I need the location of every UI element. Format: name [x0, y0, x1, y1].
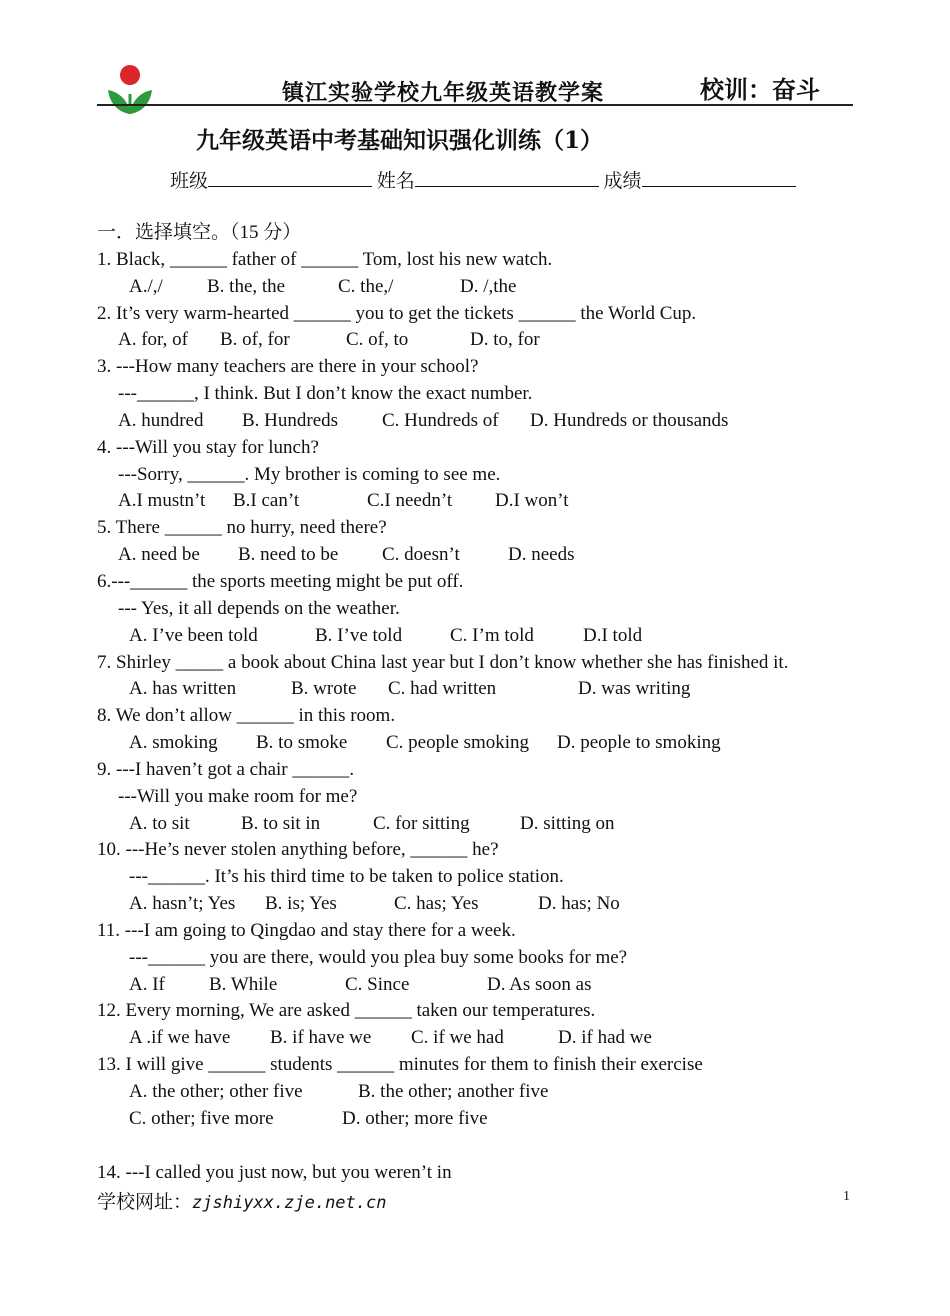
- question-text: 7. Shirley _____ a book about China last year but I don’t know whether she has finished it.: [97, 651, 789, 673]
- question-text: ---______. It’s his third time to be taken to police station.: [129, 866, 564, 888]
- answer-option: C. people smoking: [386, 732, 530, 754]
- answer-option: D. /,the: [460, 275, 517, 297]
- question-text-line: [97, 650, 867, 677]
- page-number: 1: [843, 1189, 850, 1204]
- answer-option: C. the,/: [338, 275, 394, 297]
- answer-option: B. Hundreds: [242, 409, 339, 431]
- school-motto: 校训：奋斗: [700, 76, 820, 104]
- answer-option: C. had written: [388, 678, 497, 700]
- student-info-line: [170, 166, 796, 193]
- question-text: ---______ you are there, would you plea buy some books for me?: [129, 946, 628, 968]
- section-heading: 一．选择填空。（15 分）: [97, 222, 302, 243]
- answer-option: A. to sit: [129, 812, 190, 834]
- question-text: 8. We don’t allow ______ in this room.: [97, 705, 396, 727]
- answer-options-line: [97, 730, 867, 757]
- question-text-line: [97, 837, 867, 864]
- class-blank: [208, 168, 372, 187]
- answer-option: D. was writing: [578, 678, 691, 700]
- answer-options-line: [97, 1106, 867, 1133]
- question-text: --- Yes, it all depends on the weather.: [118, 597, 400, 619]
- question-text-line: [97, 998, 867, 1025]
- question-lines: [97, 247, 867, 1187]
- question-text-line: [97, 1052, 867, 1079]
- answer-option: B. the, the: [207, 275, 286, 297]
- answer-option: C. Since: [345, 973, 410, 995]
- answer-option: A. the other; other five: [129, 1081, 303, 1102]
- name-label: 姓名: [376, 171, 415, 192]
- answer-option: B. to sit in: [241, 812, 321, 834]
- answer-option: A. hundred: [118, 409, 204, 431]
- question-text-line: [97, 515, 867, 542]
- answer-option: D. to, for: [470, 329, 540, 351]
- header-divider: [97, 104, 853, 106]
- answer-options-line: [97, 488, 867, 515]
- answer-option: C. if we had: [411, 1027, 504, 1049]
- answer-option: B. I’ve told: [315, 624, 403, 646]
- answer-option: D. has; No: [538, 893, 620, 915]
- question-text: 6.---______ the sports meeting might be put off.: [97, 570, 464, 592]
- answer-option: D. As soon as: [487, 973, 592, 995]
- question-text-line: [97, 864, 867, 891]
- question-text-line: [97, 435, 867, 462]
- question-text-line: [97, 757, 867, 784]
- document-title: 九年级英语中考基础知识强化训练（1）: [196, 127, 604, 154]
- class-label: 班级: [170, 171, 209, 192]
- question-text: 4. ---Will you stay for lunch?: [97, 436, 319, 458]
- answer-option: A. If: [129, 973, 165, 995]
- answer-options-line: [97, 327, 867, 354]
- answer-option: C.I needn’t: [367, 490, 453, 512]
- website-url: zjshiyxx.zje.net.cn: [192, 1193, 387, 1213]
- question-text-line: [97, 784, 867, 811]
- answer-option: D. if had we: [558, 1027, 652, 1049]
- answer-option: B.I can’t: [233, 490, 300, 512]
- answer-option: B. the other; another five: [358, 1081, 549, 1102]
- question-list: [97, 220, 867, 1186]
- answer-option: B. While: [209, 973, 278, 995]
- question-text: 2. It’s very warm-hearted ______ you to get the tickets ______ the World Cup.: [97, 302, 697, 324]
- question-text: 13. I will give ______ students ______ minutes for them to finish their exercise: [97, 1054, 703, 1076]
- question-text-line: [97, 703, 867, 730]
- question-text: 3. ---How many teachers are there in your school?: [97, 356, 479, 378]
- answer-options-line: [97, 676, 867, 703]
- answer-option: D. needs: [508, 544, 575, 566]
- question-text: 14. ---I called you just now, but you weren’t in: [97, 1161, 452, 1183]
- answer-option: A. smoking: [129, 732, 218, 754]
- answer-options-line: [97, 623, 867, 650]
- question-text-line: [97, 596, 867, 623]
- answer-option: D. other; more five: [342, 1107, 488, 1129]
- answer-options-line: [97, 274, 867, 301]
- question-text: 12. Every morning, We are asked ______ taken our temperatures.: [97, 1000, 596, 1022]
- answer-option: A.I mustn’t: [118, 490, 206, 512]
- question-text: 1. Black, ______ father of ______ Tom, lost his new watch.: [97, 248, 553, 270]
- question-text-line: [97, 301, 867, 328]
- question-text-line: [97, 381, 867, 408]
- school-logo: [106, 64, 154, 116]
- answer-option: B. of, for: [220, 329, 290, 351]
- footer-website: [97, 1187, 386, 1214]
- answer-options-line: [97, 811, 867, 838]
- question-text: 9. ---I haven’t got a chair ______.: [97, 758, 355, 780]
- answer-option: D. Hundreds or thousands: [530, 409, 729, 431]
- question-text: 11. ---I am going to Qingdao and stay there for a week.: [97, 919, 516, 941]
- answer-options-line: [97, 972, 867, 999]
- answer-option: C. of, to: [346, 329, 409, 351]
- question-text: ---Will you make room for me?: [118, 785, 358, 807]
- answer-option: A. I’ve been told: [129, 624, 258, 646]
- answer-option: B. if have we: [270, 1027, 372, 1049]
- answer-option: C. I’m told: [450, 624, 534, 646]
- answer-option: A .if we have: [129, 1027, 231, 1049]
- answer-option: A. need be: [118, 544, 200, 566]
- answer-option: C. Hundreds of: [382, 409, 499, 431]
- answer-option: B. need to be: [238, 544, 339, 566]
- answer-option: C. for sitting: [373, 812, 470, 834]
- answer-option: D.I won’t: [495, 490, 569, 512]
- question-text: ---Sorry, ______. My brother is coming to see me.: [118, 463, 501, 485]
- answer-options-line: [97, 408, 867, 435]
- answer-options-line: [97, 1079, 867, 1106]
- question-text-line: [97, 945, 867, 972]
- school-title: 镇江实验学校九年级英语教学案: [282, 80, 605, 106]
- answer-option: C. other; five more: [129, 1107, 274, 1129]
- score-label: 成绩: [603, 171, 642, 192]
- answer-option: A./,/: [129, 275, 163, 297]
- answer-options-line: [97, 891, 867, 918]
- answer-options-line: [97, 542, 867, 569]
- name-blank: [415, 168, 599, 187]
- question-text-line: [97, 1160, 867, 1187]
- answer-option: D. people to smoking: [557, 732, 721, 754]
- answer-option: C. doesn’t: [382, 544, 460, 566]
- score-blank: [642, 168, 796, 187]
- question-text-line: [97, 1133, 867, 1160]
- answer-option: C. has; Yes: [394, 893, 479, 915]
- answer-option: A. hasn’t; Yes: [129, 893, 236, 915]
- question-text: 10. ---He’s never stolen anything before, ______ he?: [97, 839, 499, 861]
- answer-option: B. to smoke: [256, 732, 348, 754]
- answer-option: D.I told: [583, 624, 643, 646]
- question-text-line: [97, 569, 867, 596]
- question-text-line: [97, 247, 867, 274]
- answer-options-line: [97, 1025, 867, 1052]
- answer-option: A. has written: [129, 678, 237, 700]
- question-text-line: [97, 354, 867, 381]
- answer-option: B. wrote: [291, 678, 357, 700]
- question-text-line: [97, 918, 867, 945]
- answer-option: A. for, of: [118, 329, 188, 351]
- question-text-line: [97, 462, 867, 489]
- answer-option: B. is; Yes: [265, 893, 337, 915]
- question-text: 5. There ______ no hurry, need there?: [97, 517, 387, 539]
- question-text: ---______, I think. But I don’t know the exact number.: [118, 383, 533, 405]
- answer-option: D. sitting on: [520, 812, 615, 834]
- website-label: 学校网址：: [97, 1192, 193, 1213]
